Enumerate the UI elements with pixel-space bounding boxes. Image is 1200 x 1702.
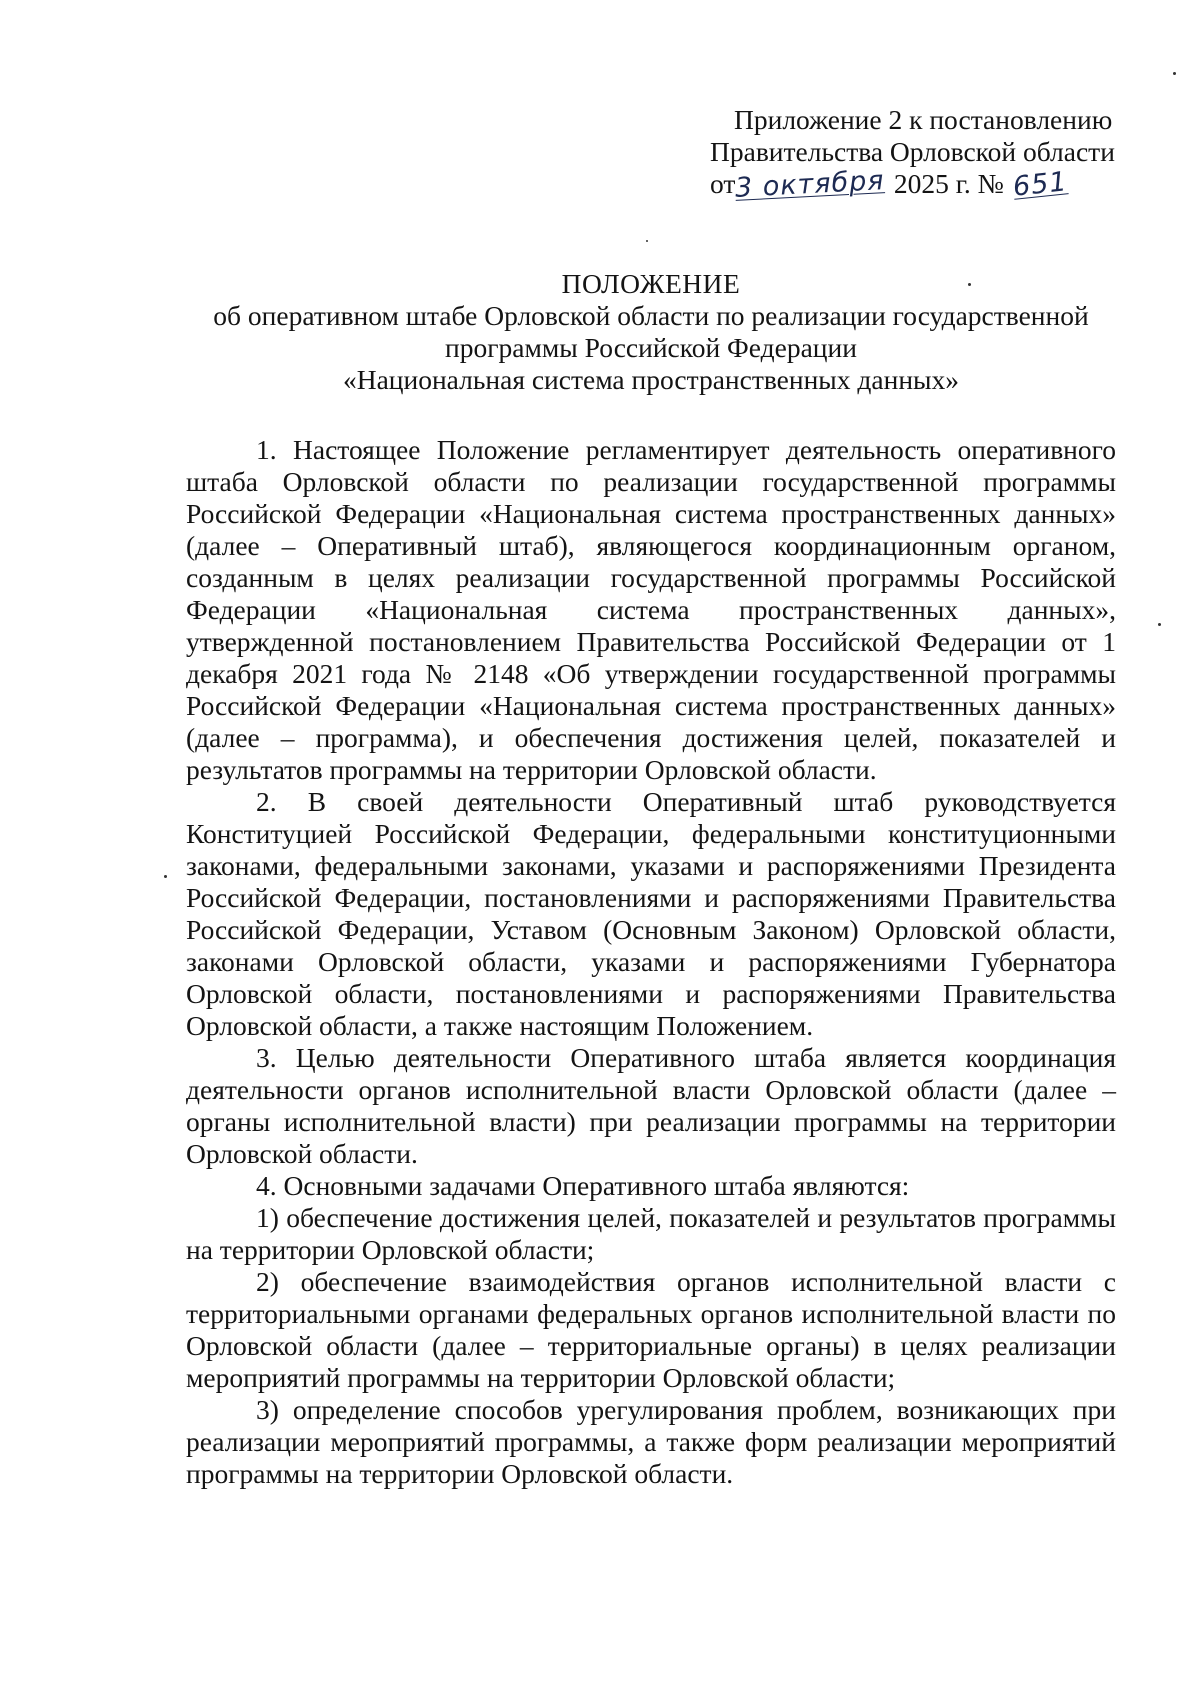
paragraph-3: 3. Целью деятельности Оперативного штаба является координация деятельности органов исполнительной власти Орловской области (далее – органы исполнительной власти) при реализации программы на территории Орловской области.	[186, 1042, 1116, 1169]
paragraph-2: 2. В своей деятельности Оперативный штаб руководствуется Конституцией Российской Федерации, федеральными конституционными законами, федеральными законами, указами и распоряжениями Президента Российской Федерации, постановлениями и распоряжениями Правительства Российской Федерации, Уставом (Основным Законом) Орловской области, законами Орловской области, указами и распоряжениями Губернатора Орловской области, постановлениями и распоряжениями Правительства Орловской области, а также настоящим Положением.	[186, 786, 1116, 1041]
scan-speck	[1173, 72, 1176, 75]
appendix-line-3	[640, 165, 1120, 204]
appendix-line-1: Приложение 2 к постановлению	[734, 104, 1113, 135]
list-item-3: 3) определение способов урегулирования проблем, возникающих при реализации мероприятий программы, а также форм реализации мероприятий программы на территории Орловской области.	[186, 1394, 1116, 1489]
document-body	[186, 434, 1116, 1490]
scan-speck	[164, 875, 167, 878]
document-title: ПОЛОЖЕНИЕ	[561, 268, 741, 299]
handwritten-number: 651	[1011, 166, 1069, 203]
document-title-block	[186, 268, 1116, 396]
appendix-header	[640, 104, 1120, 204]
date-prefix: от	[710, 168, 736, 199]
paragraph-1: 1. Настоящее Положение регламентирует деятельность оперативного штаба Орловской области по реализации государственной программы Российской Федерации «Национальная система пространственных данных» (далее – Оперативный штаб), являющегося координационным органом, созданным в целях реализации государственной программы Российской Федерации «Национальная система пространственных данных», утвержденной постановлением Правительства Российской Федерации от 1 декабря 2021 года № 2148 «Об утверждении государственной программы Российской Федерации «Национальная система пространственных данных» (далее – программа), и обеспечения достижения целей, показателей и результатов программы на территории Орловской области.	[186, 434, 1116, 785]
handwritten-date: 3 октября	[734, 165, 886, 204]
document-subtitle-line-2: программы Российской Федерации	[445, 332, 857, 363]
paragraph-4: 4. Основными задачами Оперативного штаба являются:	[256, 1170, 910, 1201]
list-item-2: 2) обеспечение взаимодействия органов исполнительной власти с территориальными органами федеральных органов исполнительной власти по Орловской области (далее – территориальные органы) в целях реализации мероприятий программы на территории Орловской области;	[186, 1266, 1116, 1393]
document-subtitle-line-3: «Национальная система пространственных данных»	[342, 364, 960, 395]
year-and-number-label: 2025 г. №	[893, 168, 1004, 199]
document-subtitle-line-1: об оперативном штабе Орловской области по реализации государственной	[213, 300, 1089, 331]
appendix-line-2: Правительства Орловской области	[710, 136, 1115, 167]
scan-speck	[1158, 623, 1161, 626]
scan-speck	[968, 283, 971, 286]
list-item-1: 1) обеспечение достижения целей, показателей и результатов программы на территории Орловской области;	[186, 1202, 1116, 1265]
scan-speck	[646, 240, 648, 242]
